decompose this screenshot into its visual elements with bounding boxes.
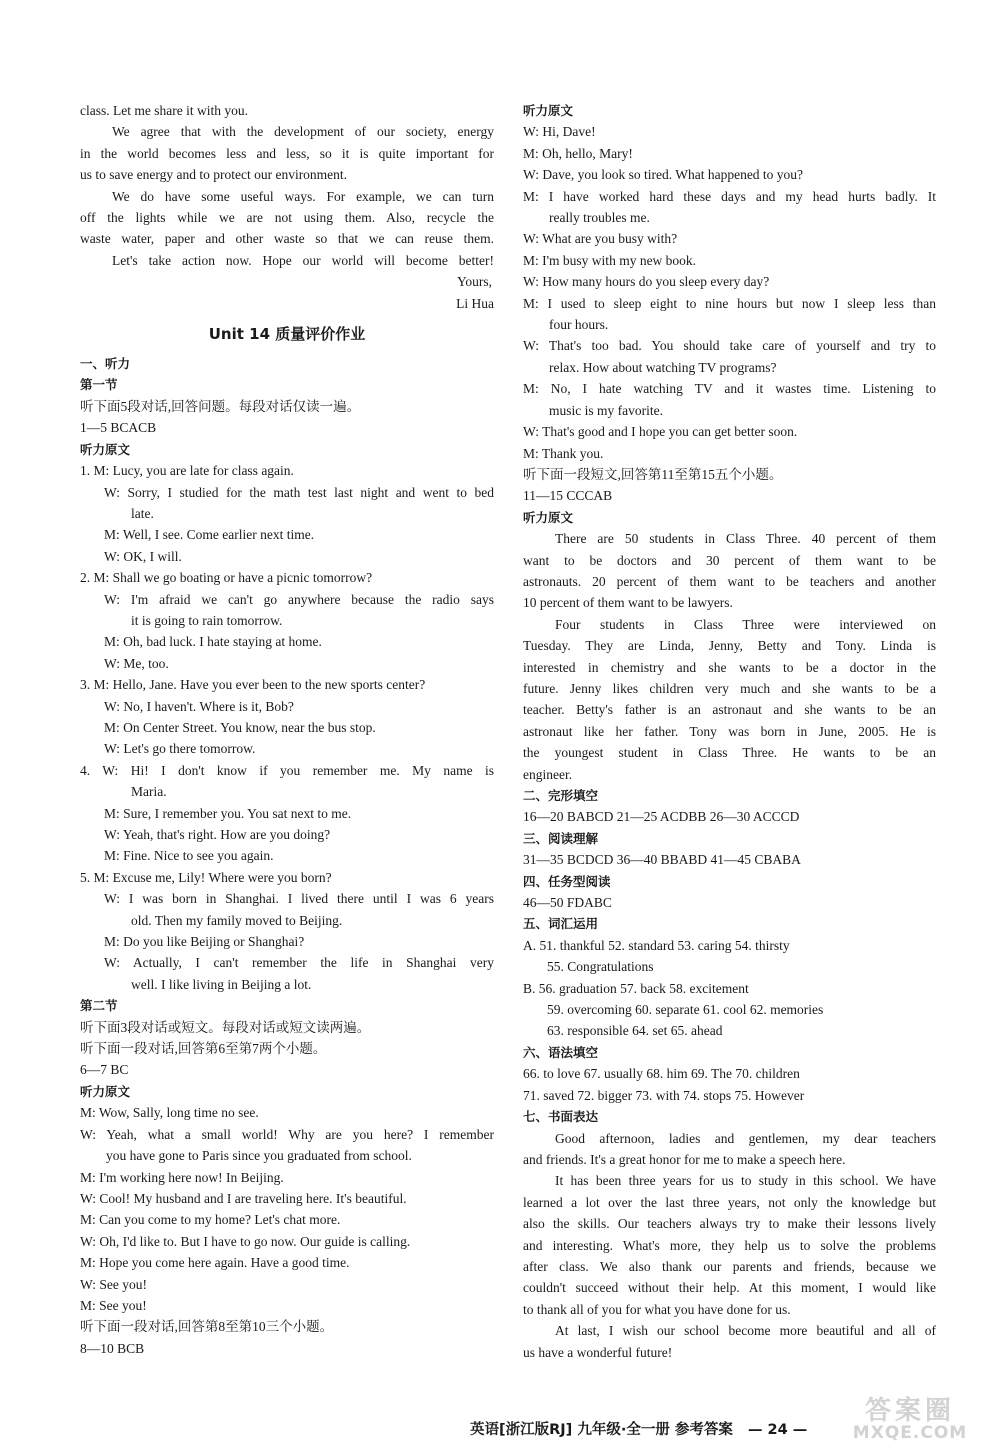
answer-key: 16—20 BABCD 21—25 ACDBB 26—30 ACCCD: [523, 809, 800, 825]
letter-line: Let's take action now. Hope our world will become better!: [112, 252, 494, 268]
essay-line: after class. We also thank our parents and friends, because we: [523, 1258, 936, 1274]
passage-line: engineer.: [523, 766, 573, 782]
watermark-logo: [835, 1396, 985, 1448]
dialogue-line: you have gone to Paris since you graduated from school.: [106, 1148, 412, 1164]
page-footer: [470, 1418, 807, 1439]
transcript-label: 听力原文: [523, 509, 574, 525]
dialogue-line: relax. How about watching TV programs?: [549, 359, 777, 375]
letter-closing: Yours,: [456, 274, 492, 290]
dialogue-line: it is going to rain tomorrow.: [131, 612, 283, 628]
vocab-line: 59. overcoming 60. separate 61. cool 62. memories: [547, 1002, 824, 1018]
dialogue-line: M: See you!: [80, 1297, 147, 1313]
dialogue-line: M: Thank you.: [523, 445, 604, 461]
dialogue-line: M: Fine. Nice to see you again.: [104, 848, 274, 864]
dialogue-line: 5. M: Excuse me, Lily! Where were you born?: [80, 869, 332, 885]
dialogue-line: M: I'm working here now! In Beijing.: [80, 1169, 284, 1185]
dialogue-line: 2. M: Shall we go boating or have a picnic tomorrow?: [80, 570, 373, 586]
instruction: 听下面3段对话或短文。每段对话或短文读两遍。: [80, 1019, 371, 1035]
answer-key: 6—7 BC: [80, 1062, 129, 1078]
essay-line: and interesting. What's more, they help us to solve the problems: [523, 1237, 936, 1253]
dialogue-line: M: Can you come to my home? Let's chat more.: [80, 1212, 341, 1228]
letter-line: We do have some useful ways. For example, we can turn: [112, 188, 494, 204]
section-heading: 四、任务型阅读: [523, 873, 611, 889]
dialogue-line: old. Then my family moved to Beijing.: [131, 912, 343, 928]
section-heading: 一、听力: [80, 356, 131, 372]
transcript-label: 听力原文: [80, 1083, 131, 1099]
passage-line: 10 percent of them want to be lawyers.: [523, 595, 733, 611]
watermark-text: 答案圈: [864, 1396, 955, 1426]
vocab-line: B. 56. graduation 57. back 58. excitement: [523, 980, 749, 996]
essay-line: It has been three years for us to study in this school. We have: [555, 1173, 936, 1189]
dialogue-line: W: Actually, I can't remember the life in Shanghai very: [104, 955, 494, 971]
passage-line: interested in chemistry and she wants to be a doctor in the: [523, 659, 936, 675]
dialogue-line: well. I like living in Beijing a lot.: [131, 976, 312, 992]
grammar-line: 71. saved 72. bigger 73. with 74. stops 75. However: [523, 1087, 805, 1103]
dialogue-line: M: Oh, hello, Mary!: [523, 145, 633, 161]
instruction: 听下面一段对话,回答第6至第7两个小题。: [80, 1041, 327, 1057]
dialogue-line: W: Me, too.: [104, 655, 169, 671]
dialogue-line: four hours.: [549, 317, 609, 333]
essay-line: learned a lot over the last three years, not only the knowledge but: [523, 1194, 936, 1210]
right-column: [523, 100, 936, 1363]
dialogue-line: W: OK, I will.: [104, 548, 182, 564]
dialogue-line: W: I was born in Shanghai. I lived there until I was 6 years: [104, 891, 494, 907]
dialogue-line: W: Let's go there tomorrow.: [104, 741, 256, 757]
letter-line: waste water, paper and other waste so that we can reuse them.: [80, 231, 494, 247]
dialogue-line: M: Wow, Sally, long time no see.: [80, 1105, 259, 1121]
dialogue-line: M: Oh, bad luck. I hate staying at home.: [104, 634, 322, 650]
passage-line: astronaut like her father. Tony was born in June, 2005. He is: [523, 723, 936, 739]
dialogue-line: W: I'm afraid we can't go anywhere because the radio says: [104, 591, 494, 607]
letter-line: us to save energy and to protect our environment.: [80, 167, 348, 183]
dialogue-line: W: Hi, Dave!: [523, 124, 596, 140]
dialogue-line: W: Yeah, that's right. How are you doing?: [104, 827, 331, 842]
section-heading: 二、完形填空: [523, 788, 599, 803]
dialogue-line: M: No, I hate watching TV and it wastes time. Listening to: [523, 381, 936, 397]
dialogue-line: W: No, I haven't. Where is it, Bob?: [104, 698, 294, 714]
dialogue-line: 4. W: Hi! I don't know if you remember me. My name is: [80, 762, 494, 778]
passage-line: want to be doctors and 30 percent of them want to be: [523, 552, 936, 568]
passage-line: teacher. Betty's father is an astronaut and she wants to be an: [523, 702, 936, 718]
dialogue-line: W: Sorry, I studied for the math test last night and went to bed: [104, 484, 494, 500]
part-heading: 第一节: [80, 377, 118, 393]
passage-line: Tuesday. They are Linda, Jenny, Betty and Tony. Linda is: [523, 638, 936, 654]
dialogue-line: Maria.: [131, 784, 167, 800]
dialogue-line: M: I used to sleep eight to nine hours but now I sleep less than: [523, 295, 936, 311]
section-heading: 七、书面表达: [523, 1109, 599, 1125]
grammar-line: 66. to love 67. usually 68. him 69. The 70. children: [523, 1066, 800, 1082]
watermark-url: MXQE.COM: [852, 1423, 968, 1443]
passage-line: There are 50 students in Class Three. 40 percent of them: [555, 531, 936, 547]
dialogue-line: M: Sure, I remember you. You sat next to me.: [104, 805, 352, 821]
essay-line: At last, I wish our school become more beautiful and all of: [555, 1323, 936, 1339]
essay-line: also the skills. Our teachers always try to make their lessons lively: [523, 1216, 936, 1232]
dialogue-line: W: Yeah, what a small world! Why are you here? I remember: [80, 1126, 494, 1142]
dialogue-line: really troubles me.: [549, 210, 650, 226]
dialogue-line: M: I have worked hard these days and my head hurts badly. It: [523, 188, 936, 204]
left-column: [80, 100, 494, 1359]
letter-line: off the lights while we are not using them. Also, recycle the: [80, 210, 494, 226]
transcript-label: 听力原文: [523, 103, 574, 118]
dialogue-line: W: Dave, you look so tired. What happened to you?: [523, 167, 804, 183]
section-heading: 三、阅读理解: [523, 830, 599, 846]
unit-title: Unit 14 质量评价作业: [208, 325, 366, 344]
dialogue-line: W: Oh, I'd like to. But I have to go now. Our guide is calling.: [80, 1233, 411, 1249]
transcript-label: 听力原文: [80, 441, 131, 457]
letter-line: We agree that with the development of our society, energy: [112, 124, 494, 140]
dialogue-line: 1. M: Lucy, you are late for class again.: [80, 463, 294, 479]
passage-line: future. Jenny likes children very much and she wants to be a: [523, 680, 936, 696]
instruction: 听下面一段短文,回答第11至第15五个小题。: [523, 466, 783, 482]
passage-line: Four students in Class Three were interviewed on: [555, 616, 936, 632]
section-heading: 五、词汇运用: [523, 916, 599, 932]
letter-line: in the world becomes less and less, so it is quite important for: [80, 145, 494, 161]
dialogue-line: M: I'm busy with my new book.: [523, 252, 697, 268]
essay-line: and friends. It's a great honor for me to make a speech here.: [523, 1151, 846, 1167]
dialogue-line: M: Hope you come here again. Have a good time.: [80, 1255, 350, 1271]
dialogue-line: W: How many hours do you sleep every day?: [523, 274, 770, 290]
footer-text: 英语[浙江版RJ] 九年级·全一册 参考答案: [470, 1422, 733, 1438]
page-number: — 24 —: [747, 1422, 808, 1438]
passage-line: the youngest student in Class Three. He wants to be an: [523, 745, 936, 761]
answer-key: 1—5 BCACB: [80, 420, 157, 436]
dialogue-line: M: Well, I see. Come earlier next time.: [104, 527, 315, 543]
essay-line: Good afternoon, ladies and gentlemen, my dear teachers: [555, 1130, 936, 1146]
dialogue-line: 3. M: Hello, Jane. Have you ever been to the new sports center?: [80, 677, 426, 693]
instruction: 听下面一段对话,回答第8至第10三个小题。: [80, 1319, 334, 1335]
answer-key: 8—10 BCB: [80, 1340, 145, 1356]
essay-line: to thank all of you for what you have done for us.: [523, 1301, 791, 1317]
dialogue-line: W: That's good and I hope you can get better soon.: [523, 424, 798, 440]
dialogue-line: W: Cool! My husband and I are traveling here. It's beautiful.: [80, 1190, 407, 1206]
section-heading: 六、语法填空: [523, 1044, 599, 1060]
vocab-line: A. 51. thankful 52. standard 53. caring 54. thirsty: [523, 937, 790, 953]
letter-signature: Li Hua: [456, 295, 494, 311]
dialogue-line: W: That's too bad. You should take care of yourself and try to: [523, 338, 936, 354]
vocab-line: 63. responsible 64. set 65. ahead: [547, 1023, 723, 1039]
essay-line: us have a wonderful future!: [523, 1344, 673, 1360]
answer-key: 46—50 FDABC: [523, 895, 612, 911]
dialogue-line: W: See you!: [80, 1276, 147, 1292]
dialogue-line: late.: [131, 505, 154, 521]
instruction: 听下面5段对话,回答问题。每段对话仅读一遍。: [80, 398, 361, 414]
dialogue-line: W: What are you busy with?: [523, 231, 678, 247]
passage-line: astronauts. 20 percent of them want to be teachers and another: [523, 573, 936, 589]
answer-key: 31—35 BCDCD 36—40 BBABD 41—45 CBABA: [523, 852, 801, 868]
answer-key: 11—15 CCCAB: [523, 488, 613, 504]
vocab-line: 55. Congratulations: [547, 959, 654, 975]
dialogue-line: M: Do you like Beijing or Shanghai?: [104, 934, 305, 950]
essay-line: couldn't succeed without their help. At this moment, I would like: [523, 1280, 936, 1296]
part-heading: 第二节: [80, 998, 118, 1014]
dialogue-line: music is my favorite.: [549, 402, 663, 418]
letter-line: class. Let me share it with you.: [80, 103, 248, 118]
dialogue-line: M: On Center Street. You know, near the bus stop.: [104, 719, 376, 735]
